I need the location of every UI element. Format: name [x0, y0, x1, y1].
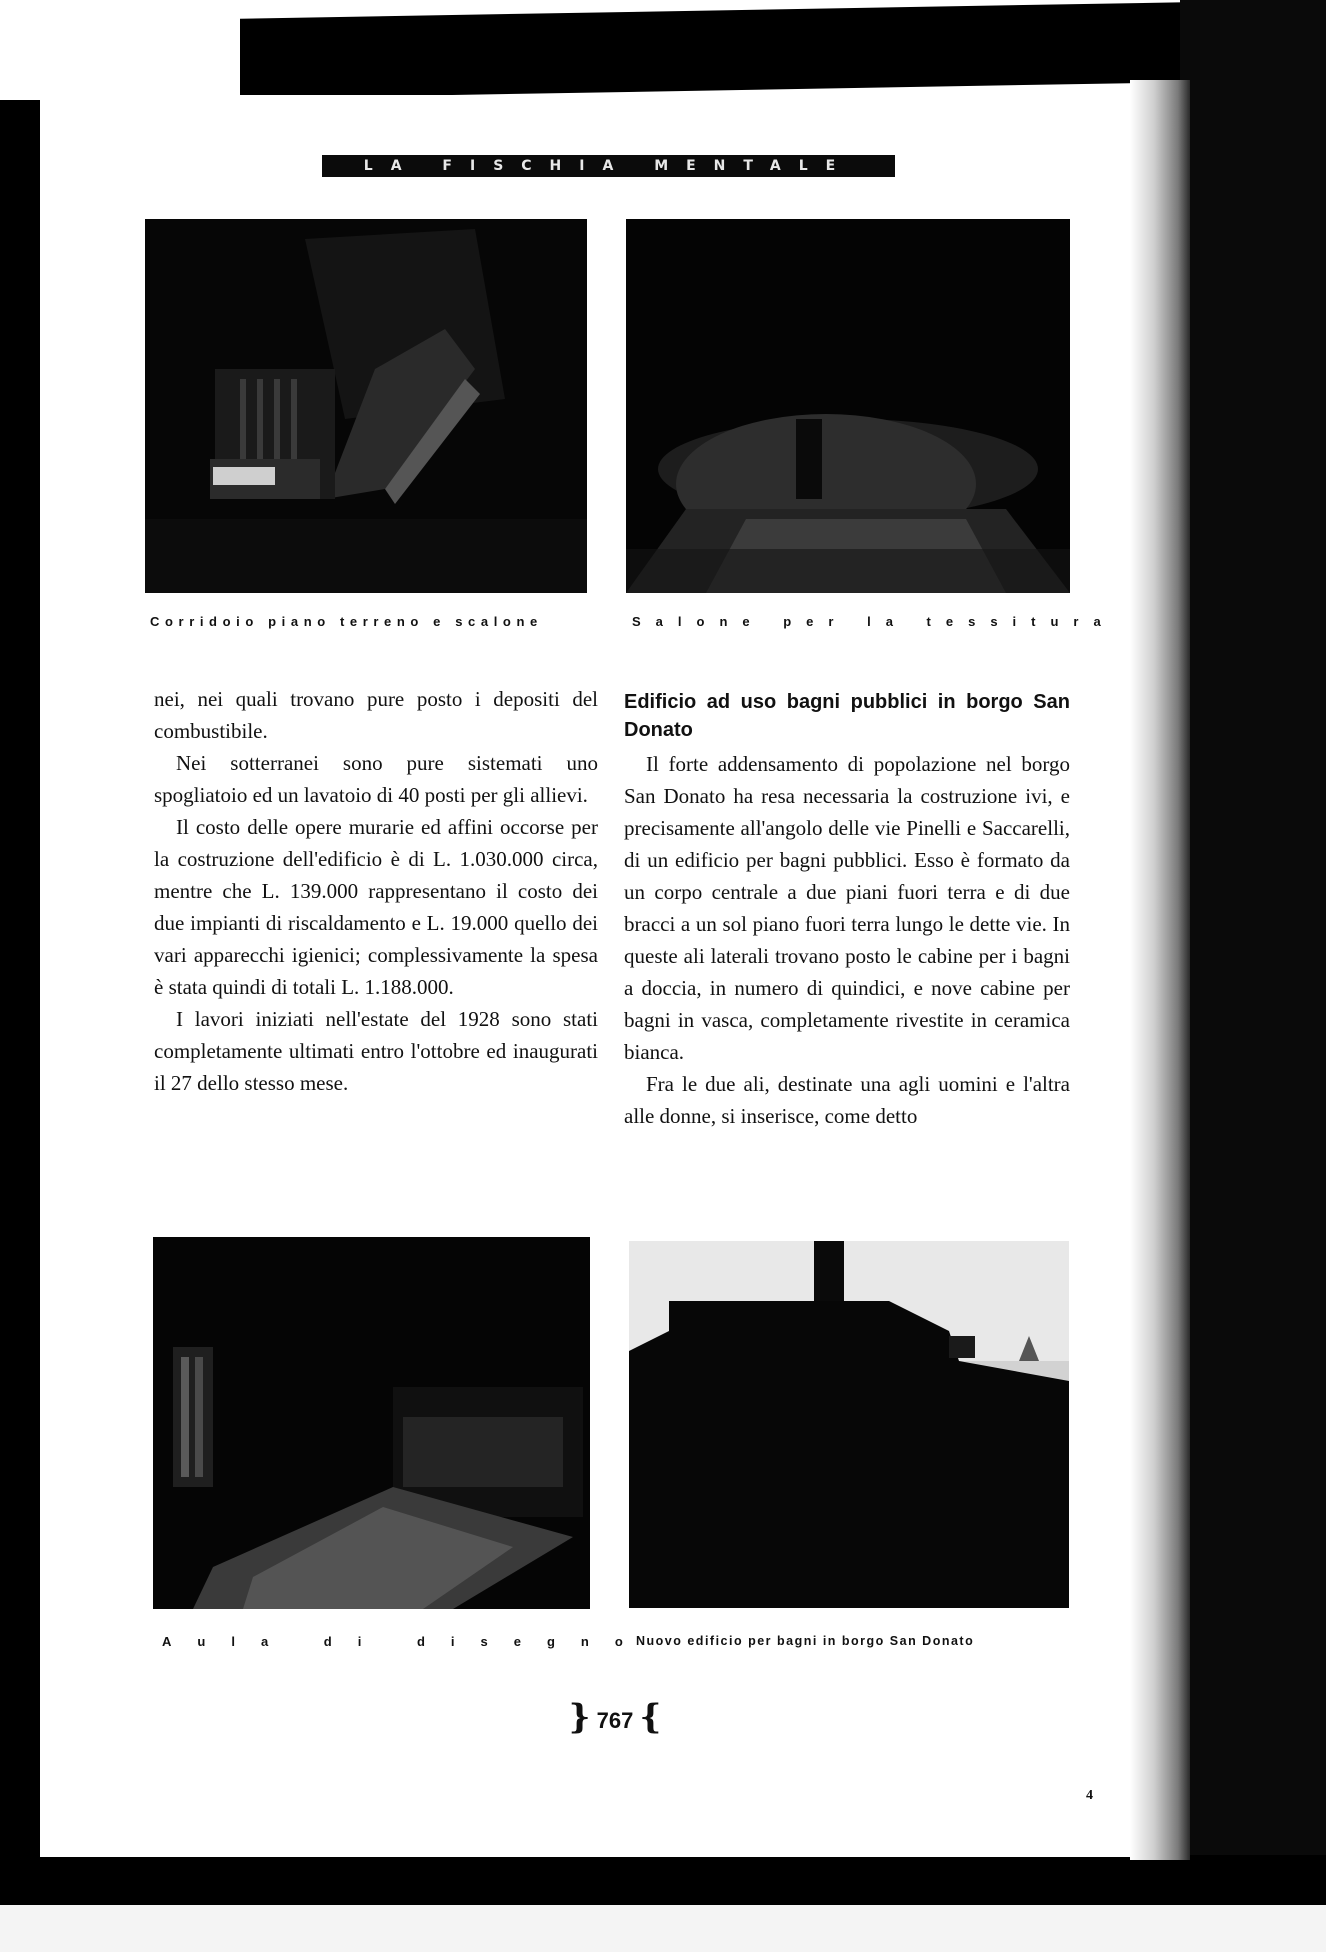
caption-weaving-hall: Salone per la tessitura — [632, 614, 1116, 629]
photo-drawing-classroom — [153, 1237, 590, 1609]
left-text-column — [154, 683, 598, 1099]
caption-drawing-classroom: Aula di disegno — [162, 1634, 649, 1649]
page-number-value: 767 — [596, 1708, 634, 1733]
page-number — [560, 1695, 670, 1739]
photo-corridor-staircase — [145, 219, 587, 593]
running-header: LA FISCHIA MENTALE — [322, 155, 895, 177]
corner-mark: 4 — [1086, 1788, 1093, 1803]
photo-weaving-hall — [626, 219, 1070, 593]
page-gutter-curve — [1130, 80, 1190, 1860]
ornament-left-icon: } — [568, 1697, 591, 1737]
right-text-column — [624, 688, 1070, 1132]
left-paragraph-1: nei, nei quali trovano pure posto i depositi del combustibile. — [154, 687, 598, 743]
ornament-right-icon: { — [639, 1697, 662, 1737]
right-paragraph-2: Fra le due ali, destinate una agli uomini e l'altra alle donne, si inserisce, come detto — [624, 1072, 1070, 1128]
photo-bath-building — [629, 1241, 1069, 1608]
right-paragraph-1: Il forte addensamento di popolazione nel borgo San Donato ha resa necessaria la costruzione ivi, e precisamente all'angolo delle vie Pinelli e Saccarelli, di un edificio per bagni pubblici. Esso è formato da un corpo centrale a due piani fuori terra e di due bracci a un sol piano fuori terra lungo le dette vie. In queste ali laterali trovano posto le cabine per i bagni a doccia, in numero di quindici, e nove cabine per bagni in vasca, completamente rivestite in ceramica bianca. — [624, 752, 1070, 1064]
section-heading: Edificio ad uso bagni pubblici in borgo San Donato — [624, 691, 1070, 741]
left-paragraph-2: Nei sotterranei sono pure sistemati uno spogliatoio ed un lavatoio di 40 posti per gli allievi. — [154, 751, 598, 807]
scan-frame-left — [0, 100, 40, 1900]
scan-frame-bottom-margin — [0, 1905, 1326, 1952]
scan-frame-bottom — [0, 1855, 1326, 1905]
caption-corridor-staircase: Corridoio piano terreno e scalone — [150, 614, 543, 629]
left-paragraph-3: Il costo delle opere murarie ed affini occorse per la costruzione dell'edificio è di L. 1.030.000 circa, mentre che L. 139.000 rappresentano il costo dei due impianti di riscaldamento e L. 19.000 quello dei vari apparecchi igienici; complessivamente la spesa è stata quindi di totali L. 1.188.000. — [154, 815, 598, 999]
scan-frame-right — [1180, 0, 1326, 1952]
left-paragraph-4: I lavori iniziati nell'estate del 1928 sono stati completamente ultimati entro l'ottobre ed inaugurati il 27 dello stesso mese. — [154, 1007, 598, 1095]
caption-bath-building: Nuovo edificio per bagni in borgo San Donato — [636, 1634, 975, 1648]
